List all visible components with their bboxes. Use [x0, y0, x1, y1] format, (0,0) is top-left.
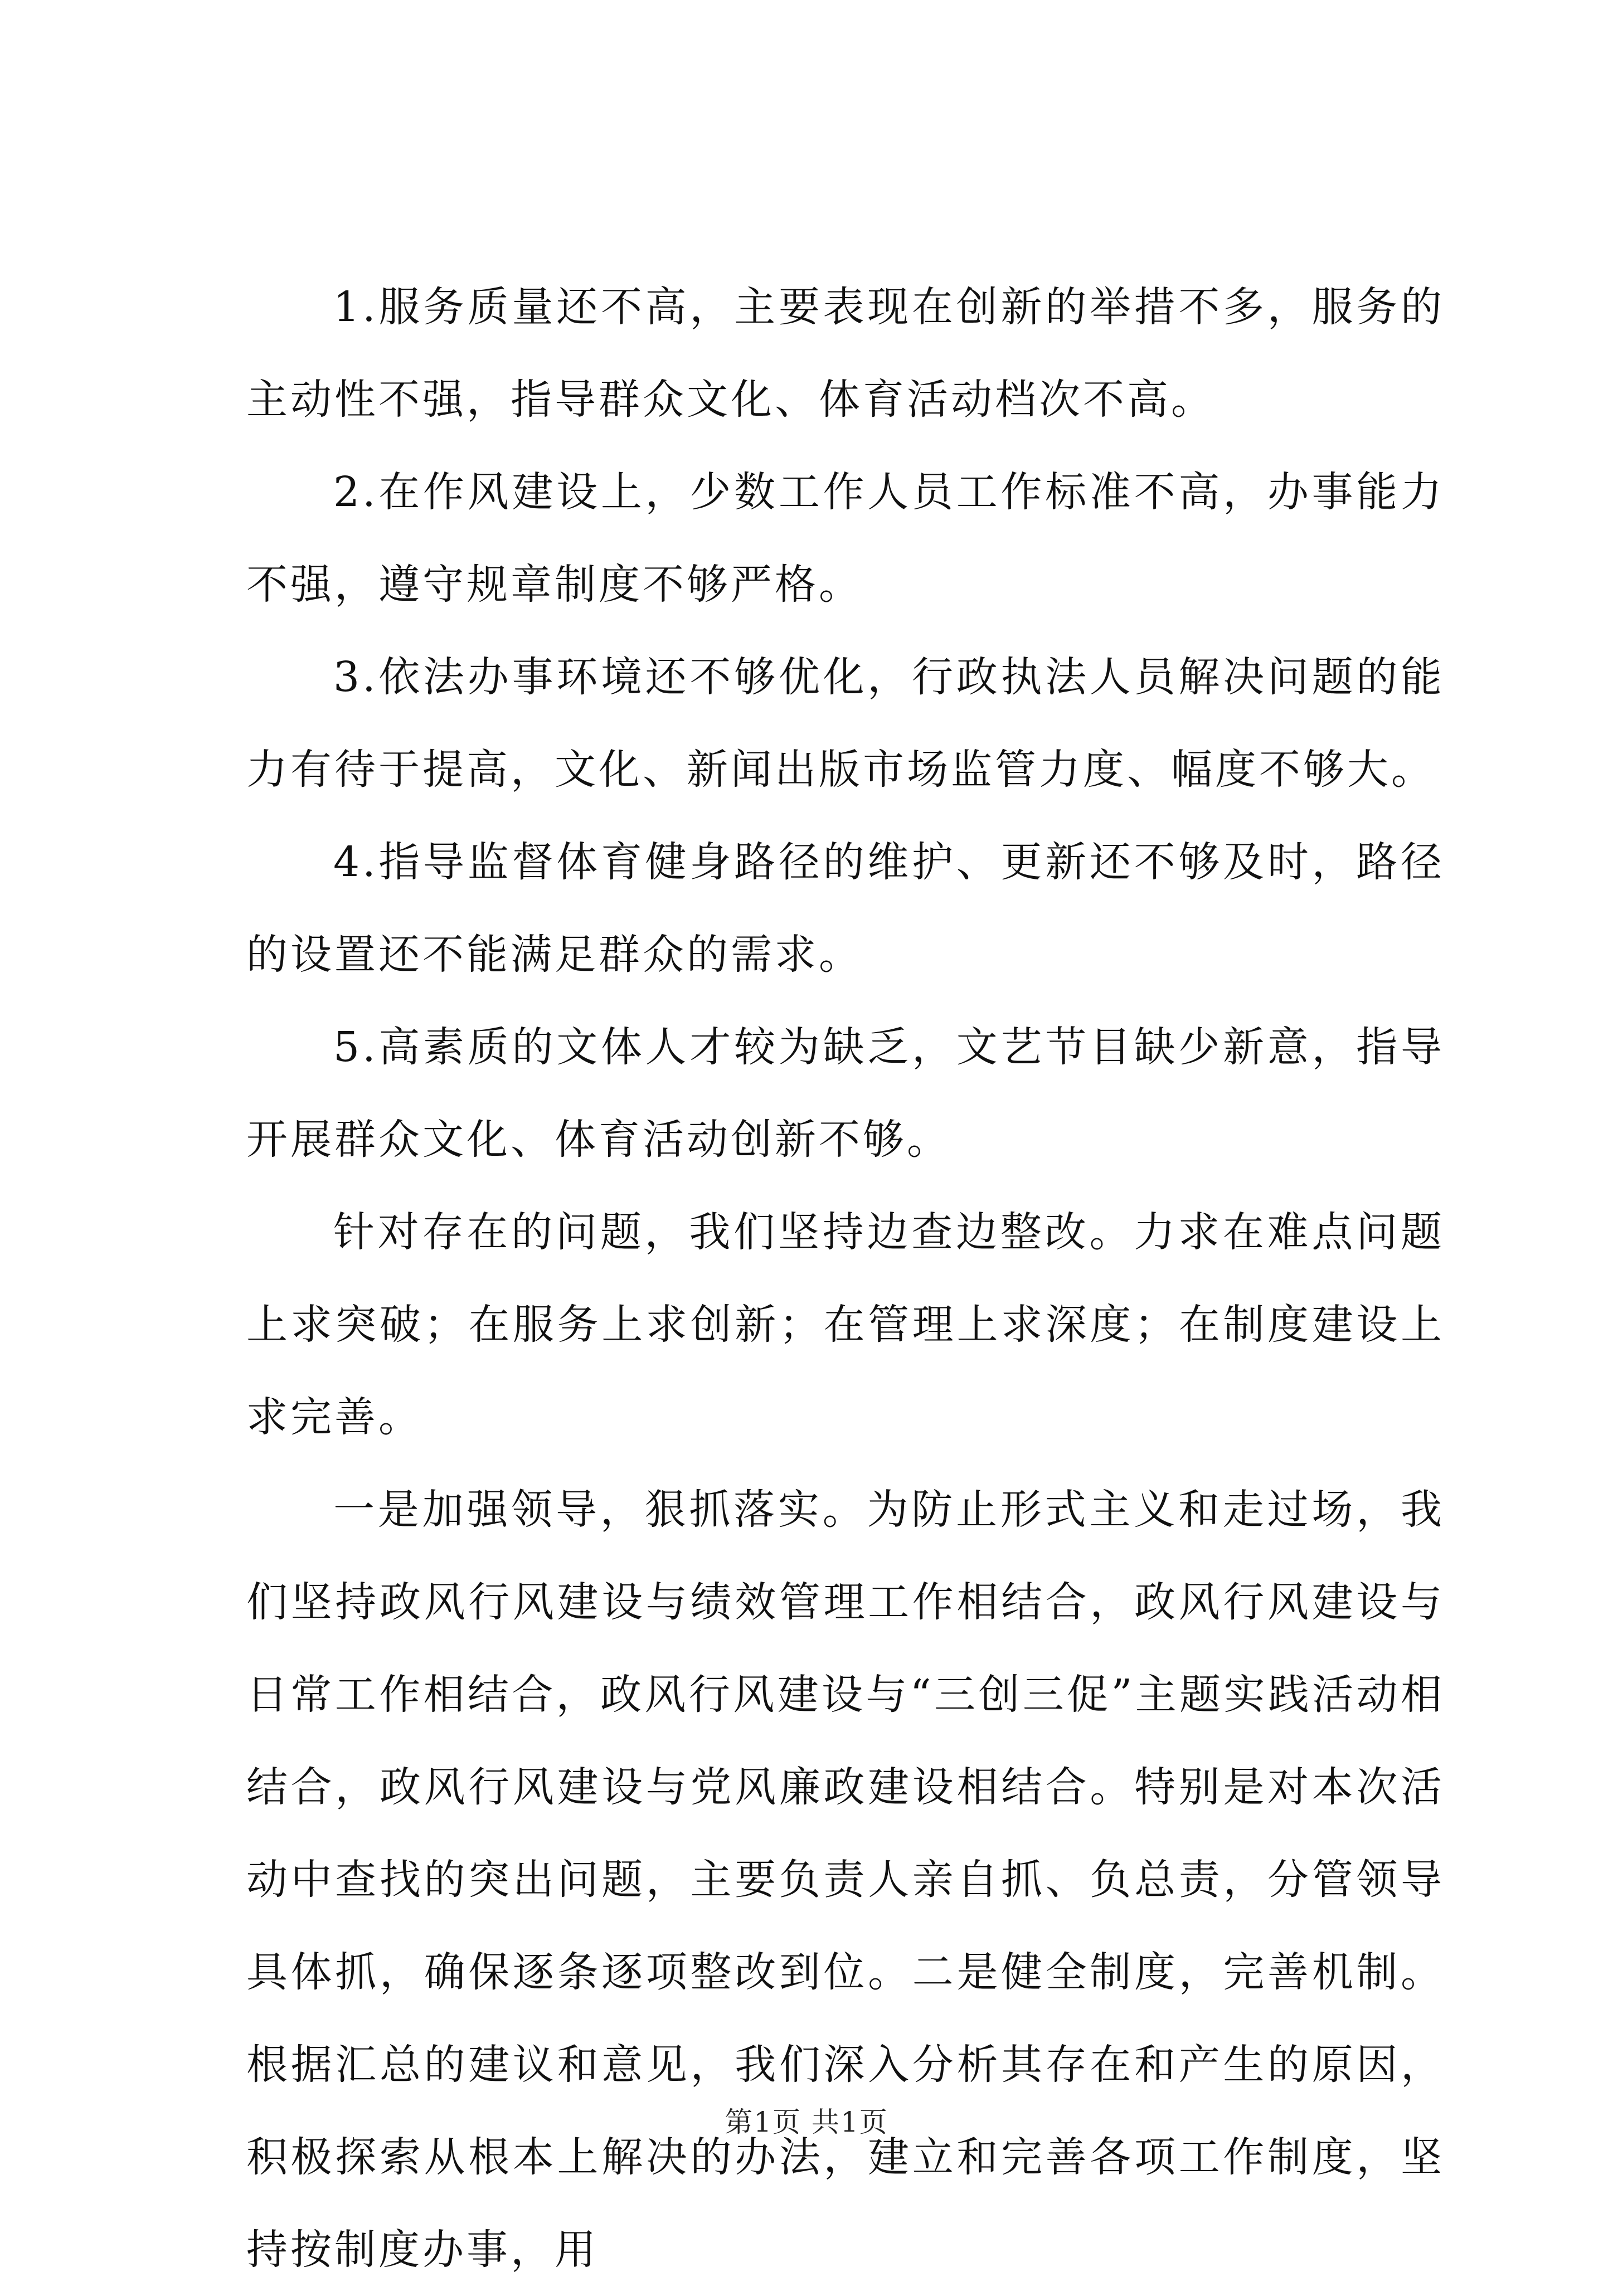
paragraph-5: 5.高素质的文体人才较为缺乏，文艺节目缺少新意，指导开展群众文化、体育活动创新不够。	[246, 1023, 1445, 1164]
paragraph-1: 1.服务质量还不高，主要表现在创新的举措不多，服务的主动性不强，指导群众文化、体育活动档次不高。	[246, 283, 1445, 424]
paragraph-3: 3.依法办事环境还不够优化，行政执法人员解决问题的能力有待于提高，文化、新闻出版市场监管力度、幅度不够大。	[246, 653, 1445, 794]
document-body	[246, 261, 1445, 2296]
paragraph-4: 4.指导监督体育健身路径的维护、更新还不够及时，路径的设置还不能满足群众的需求。	[246, 838, 1445, 979]
page-footer: 第1页 共1页	[725, 2106, 888, 2138]
paragraph-7: 一是加强领导，狠抓落实。为防止形式主义和走过场，我们坚持政风行风建设与绩效管理工作相结合，政风行风建设与日常工作相结合，政风行风建设与“三创三促”主题实践活动相结合，政风行风建设与党风廉政建设相结合。特别是对本次活动中查找的突出问题，主要负责人亲自抓、负总责，分管领导具体抓，确保逐条逐项整改到位。二是健全制度，完善机制。根据汇总的建议和意见，我们深入分析其存在和产生的原因，积极探索从根本上解决的办法，建立和完善各项工作制度，坚持按制度办事，用	[246, 1486, 1445, 2274]
paragraph-6: 针对存在的问题，我们坚持边查边整改。力求在难点问题上求突破；在服务上求创新；在管理上求深度；在制度建设上求完善。	[246, 1208, 1445, 1441]
paragraph-2: 2.在作风建设上，少数工作人员工作标准不高，办事能力不强，遵守规章制度不够严格。	[246, 468, 1445, 609]
